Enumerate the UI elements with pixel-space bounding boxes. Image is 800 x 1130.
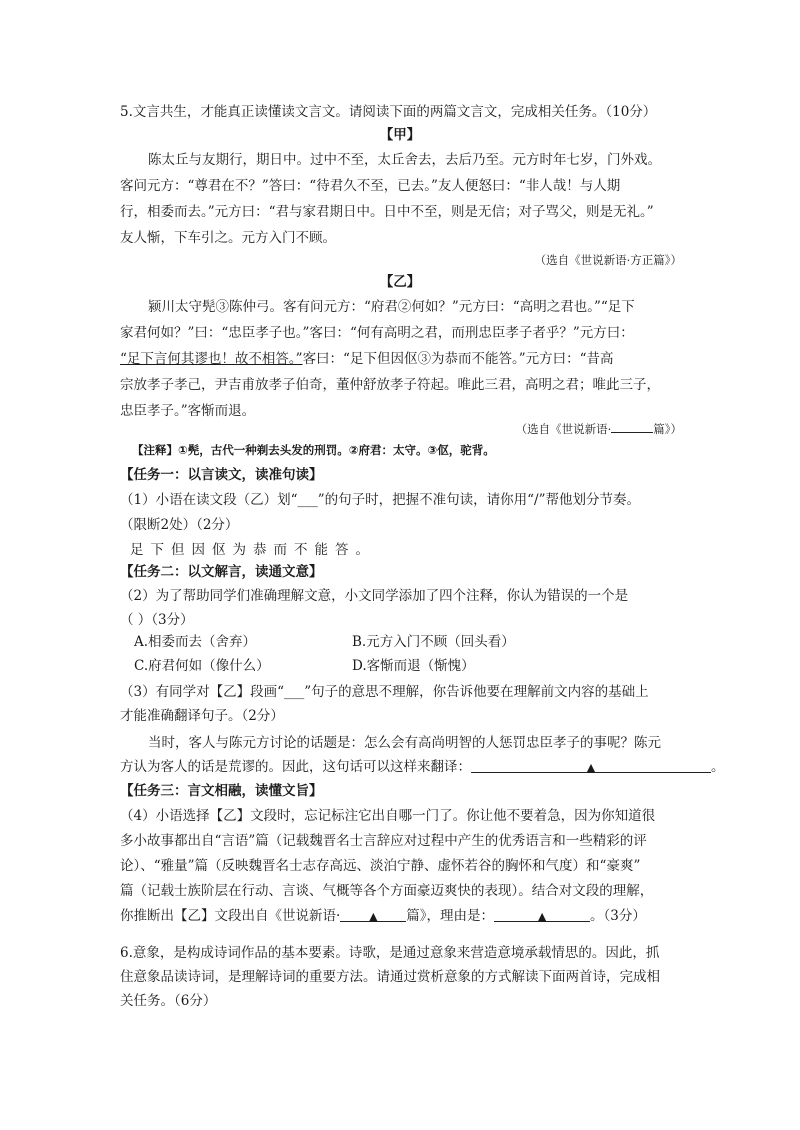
- annotation: 【注释】①髡，古代一种剃去头发的刑罚。②府君：太守。③伛，驼背。: [132, 443, 495, 457]
- task3-last-pre: 你推断出【乙】文段出自《世说新语·: [120, 908, 341, 924]
- task3-last-end: 。（3分）: [590, 908, 646, 924]
- task1-question-1: （1）小语在读文段（乙）划“___”的句子时，把握不准句读，请你用“/”帮他划分节奏。: [120, 492, 640, 508]
- yi-line-3-rest: 客曰：“足下但因伛③为恭而不能答。”元方曰：“昔高: [302, 351, 614, 367]
- option-c[interactable]: C.府君何如（像什么）: [134, 658, 270, 674]
- yi-title: 【乙】: [379, 274, 421, 290]
- task2-paragraph-1: 当时，客人与陈元方讨论的话题是：怎么会有高尚明智的人惩罚忠臣孝子的事呢？陈元: [148, 735, 661, 751]
- task3-line-4: 篇（记载士族阶层在行动、言谈、气概等各个方面豪迈爽快的表现）。结合对文段的理解，: [120, 883, 654, 899]
- task3-line-3: 论）、“雅量”篇（反映魏晋名士志存高远、淡泊宁静、虚怀若谷的胸怀和气度）和“豪爽”: [120, 858, 641, 874]
- jia-line-3: 行，相委而去。”元方曰：“君与家君期日中。日中不至，则是无信；对子骂父，则是无礼。”: [120, 204, 654, 220]
- q5-intro: 5.文言共生，才能真正读懂读文言文。请阅读下面的两篇文言文，完成相关任务。（10分）: [120, 104, 657, 120]
- translation-answer-blank[interactable]: [471, 758, 711, 773]
- underlined-sentence: “足下言何其谬也！故不相答。”: [120, 351, 303, 367]
- jia-line-4: 友人惭，下车引之。元方入门不顾。: [120, 230, 336, 246]
- yi-source-pre: （选自《世说新语·: [515, 422, 612, 436]
- reason-answer-blank[interactable]: [494, 907, 590, 922]
- punctuation-sentence[interactable]: 足下但因伛为恭而不能答。: [130, 542, 376, 558]
- q6-line-3: 关任务。（6分）: [120, 993, 217, 1009]
- task2-question-3b: 才能准确翻译句子。（2分）: [120, 708, 284, 724]
- yi-line-4: 宗放孝子孝己，尹吉甫放孝子伯奇，董仲舒放孝子符起。唯此三君，高明之君；唯此三子，: [120, 377, 660, 393]
- task1-title: 【任务一：以言读文，读准句读】: [120, 467, 323, 483]
- task3-title: 【任务三：言文相融，读懂文旨】: [120, 783, 323, 799]
- q6-line-2: 住意象品读诗词，是理解诗词的重要方法。请通过赏析意象的方式解读下面两首诗，完成相: [120, 969, 660, 985]
- yi-line-1: 颍川太守髡③陈仲弓。客有问元方：“府君②何如？”元方曰：“高明之君也。”“足下: [148, 299, 635, 315]
- task2-title: 【任务二：以文解言，读通文意】: [120, 564, 323, 580]
- jia-source: （选自《世说新语·方正篇》）: [534, 253, 682, 267]
- yi-source-blank[interactable]: [611, 418, 653, 433]
- jia-line-2: 客问元方：“尊君在不？”答曰：“待君久不至，已去。”友人便怒曰：“非人哉！与人期: [120, 178, 621, 194]
- blank-marker-icon: ▲: [369, 910, 378, 923]
- task2-paragraph-2: 方认为客人的话是荒谬的。因此，这句话可以这样来翻译： ▲ 。: [120, 759, 725, 775]
- blank-marker-icon: ▲: [537, 910, 547, 923]
- yi-line-3: [120, 350, 614, 368]
- yi-source: [516, 418, 682, 438]
- task2-answer-paren[interactable]: （ ）（3分）: [120, 612, 194, 628]
- yi-line-5: 忠臣孝子。”客惭而退。: [120, 403, 256, 419]
- task1-question-1b: （限断2处）（2分）: [120, 517, 239, 533]
- chapter-name-blank[interactable]: [340, 907, 406, 922]
- task3-line-1: （4）小语选择【乙】文段时，忘记标注它出自哪一门了。你让他不要着急，因为你知道很: [120, 808, 656, 824]
- option-b[interactable]: B.元方入门不顾（回头看）: [352, 634, 515, 650]
- task3-line-5: [120, 907, 646, 925]
- task2-question-3: （3）有同学对【乙】段画“___”句子的意思不理解，你告诉他要在理解前文内容的基础上: [120, 684, 649, 700]
- q6-line-1: 6.意象，是构成诗词作品的基本要素。诗歌，是通过意象来营造意境承载情思的。因此，抓: [120, 945, 660, 961]
- task3-last-mid: 篇》，理由是：: [406, 908, 495, 924]
- yi-line-2: 家君何如？”曰：“忠臣孝子也。”客曰：“何有高明之君，而刑忠臣孝子者乎？”元方曰：: [120, 325, 634, 341]
- task3-line-2: 多小故事都出自“言语”篇（记载魏晋名士言辞应对过程中产生的优秀语言和一些精彩的评: [120, 833, 647, 849]
- jia-title: 【甲】: [379, 127, 421, 143]
- jia-line-1: 陈太丘与友期行，期日中。过中不至，太丘舍去，去后乃至。元方时年七岁，门外戏。: [148, 152, 661, 168]
- yi-source-post: 篇》）: [653, 422, 682, 436]
- blank-marker-icon: ▲: [586, 761, 596, 774]
- option-d[interactable]: D.客惭而退（惭愧）: [352, 658, 475, 674]
- option-a[interactable]: A.相委而去（舍弃）: [134, 634, 257, 650]
- task2-paragraph-2-text: 方认为客人的话是荒谬的。因此，这句话可以这样来翻译：: [120, 759, 471, 775]
- task2-question-2: （2）为了帮助同学们准确理解文意，小文同学添加了四个注释，你认为错误的一个是: [120, 588, 629, 604]
